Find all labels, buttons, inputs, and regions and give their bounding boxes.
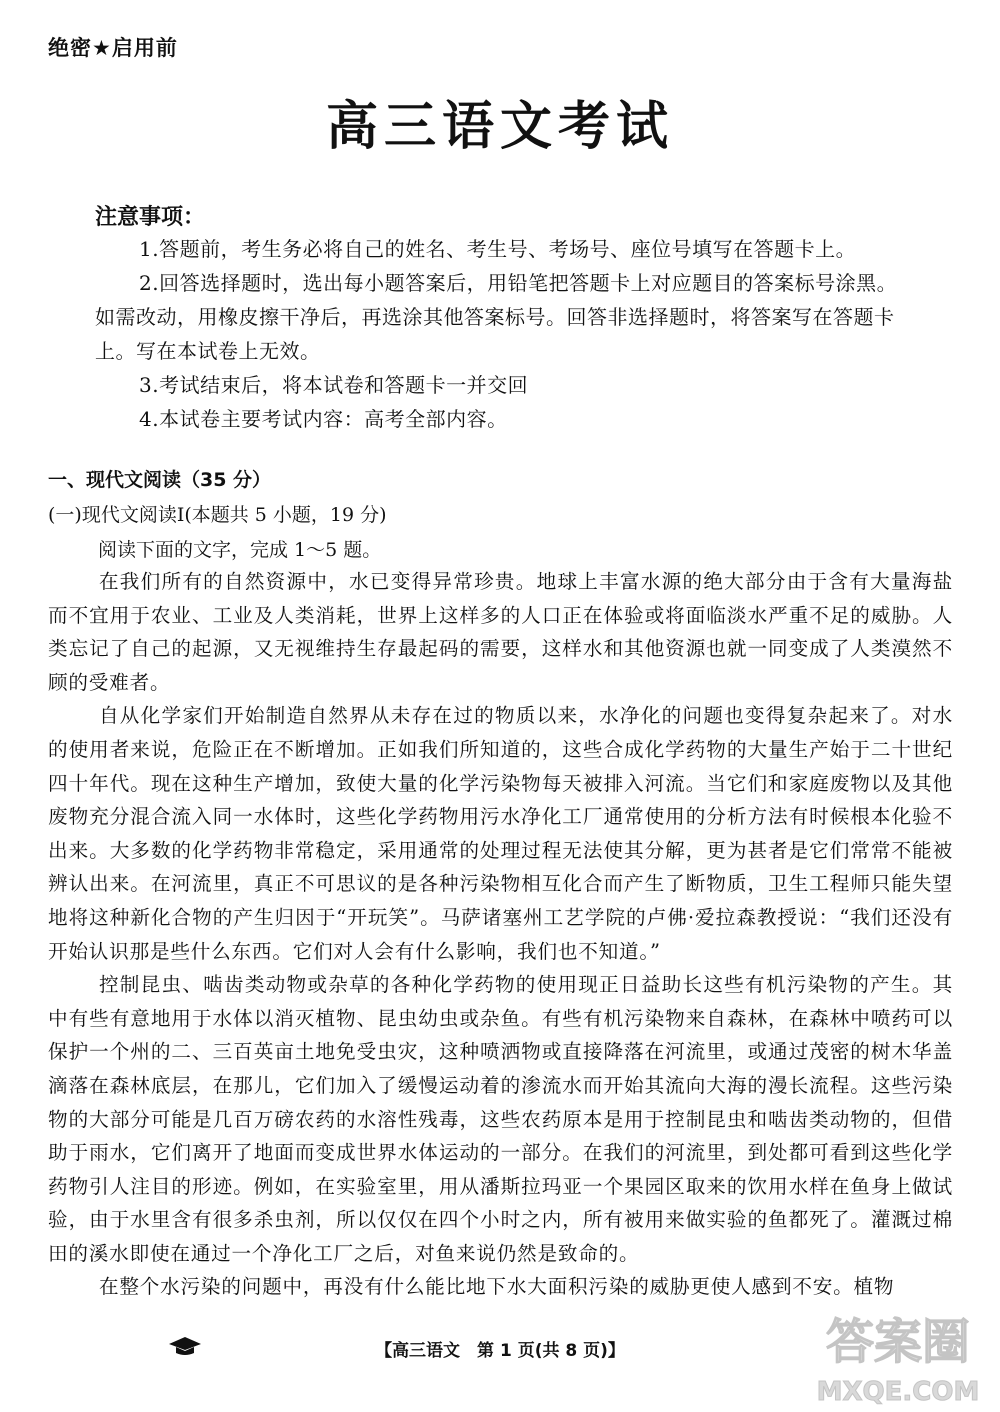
passage-paragraph: 自从化学家们开始制造自然界从未存在过的物质以来，水净化的问题也变得复杂起来了。对水的使用者来说，危险正在不断增加。正如我们所知道的，这些合成化学药物的大量生产始于二十世纪四十年代。现在这种生产增加，致使大量的化学污染物每天被排入河流。当它们和家庭废物以及其他废物充分混合流入同一水体时，这些化学药物用污水净化工厂通常使用的分析方法有时候根本化验不出来。大多数的化学药物非常稳定，采用通常的处理过程无法使其分解，更为甚者是它们常常不能被辨认出来。在河流里，真正不可思议的是各种污染物相互化合而产生了断物质，卫生工程师只能失望地将这种新化合物的产生归因于“开玩笑”。马萨诸塞州工艺学院的卢佛·爱拉森教授说：“我们还没有开始认识那是些什么东西。它们对人会有什么影响，我们也不知道。”	[48, 704, 953, 963]
page-title: 高三语文考试	[325, 97, 674, 157]
passage-paragraph: 在整个水污染的问题中，再没有什么能比地下水大面积污染的威胁更使人感到不安。植物	[98, 1275, 895, 1299]
watermark-text-top: 答案圈	[825, 1314, 971, 1370]
notice-list	[95, 232, 915, 436]
reading-instruction: 阅读下面的文字，完成 1～5 题。	[98, 539, 382, 561]
confidential-label: 绝密★启用前	[48, 36, 178, 60]
passage-paragraph: 控制昆虫、啮齿类动物或杂草的各种化学药物的使用现正日益助长这些有机污染物的产生。其中有些有意地用于水体以消灭植物、昆虫幼虫或杂鱼。有些有机污染物来自森林，在森林中喷药可以保护一个州的二、三百英亩土地免受虫灾，这种喷洒物或直接降落在河流里，或通过茂密的树木华盖滴落在森林底层，在那儿，它们加入了缓慢运动着的渗流水而开始其流向大海的漫长流程。这些污染物的大部分可能是几百万磅农药的水溶性残毒，这些农药原本是用于控制昆虫和啮齿类动物的，但借助于雨水，它们离开了地面而变成世界水体运动的一部分。在我们的河流里，到处都可看到这些化学药物引人注目的形迹。例如，在实验室里，用从潘斯拉玛亚一个果园区取来的饮用水样在鱼身上做试验，由于水里含有很多杀虫剂，所以仅仅在四个小时之内，所有被用来做实验的鱼都死了。灌溉过棉田的溪水即使在通过一个净化工厂之后，对鱼来说仍然是致命的。	[48, 973, 953, 1265]
notice-item: 1.答题前，考生务必将自己的姓名、考生号、考场号、座位号填写在答题卡上。	[139, 237, 857, 261]
page-footer: 【高三语文 第 1 页(共 8 页)】	[375, 1341, 625, 1361]
watermark-logo	[808, 1300, 988, 1410]
section-subheading: (一)现代文阅读Ⅰ(本题共 5 小题，19 分)	[48, 504, 387, 526]
passage-paragraph: 在我们所有的自然资源中，水已变得异常珍贵。地球上丰富水源的绝大部分由于含有大量海盐而不宜用于农业、工业及人类消耗，世界上这样多的人口正在体验或将面临淡水严重不足的威胁。人类忘记了自己的起源，又无视维持生存最起码的需要，这样水和其他资源也就一同变成了人类漠然不顾的受难者。	[48, 570, 953, 694]
reading-passage	[48, 565, 953, 1304]
notice-item: 4.本试卷主要考试内容：高考全部内容。	[139, 407, 508, 431]
section-heading: 一、现代文阅读（35 分）	[48, 469, 272, 491]
notice-heading: 注意事项：	[95, 205, 206, 230]
notice-item: 3.考试结束后，将本试卷和答题卡一并交回	[139, 373, 529, 397]
watermark-text-bottom: MXQE.COM	[816, 1377, 980, 1407]
notice-item: 2.回答选择题时，选出每小题答案后，用铅笔把答题卡上对应题目的答案标号涂黑。如需改动，用橡皮擦干净后，再选涂其他答案标号。回答非选择题时，将答案写在答题卡上。写在本试卷上无效。	[95, 271, 898, 363]
